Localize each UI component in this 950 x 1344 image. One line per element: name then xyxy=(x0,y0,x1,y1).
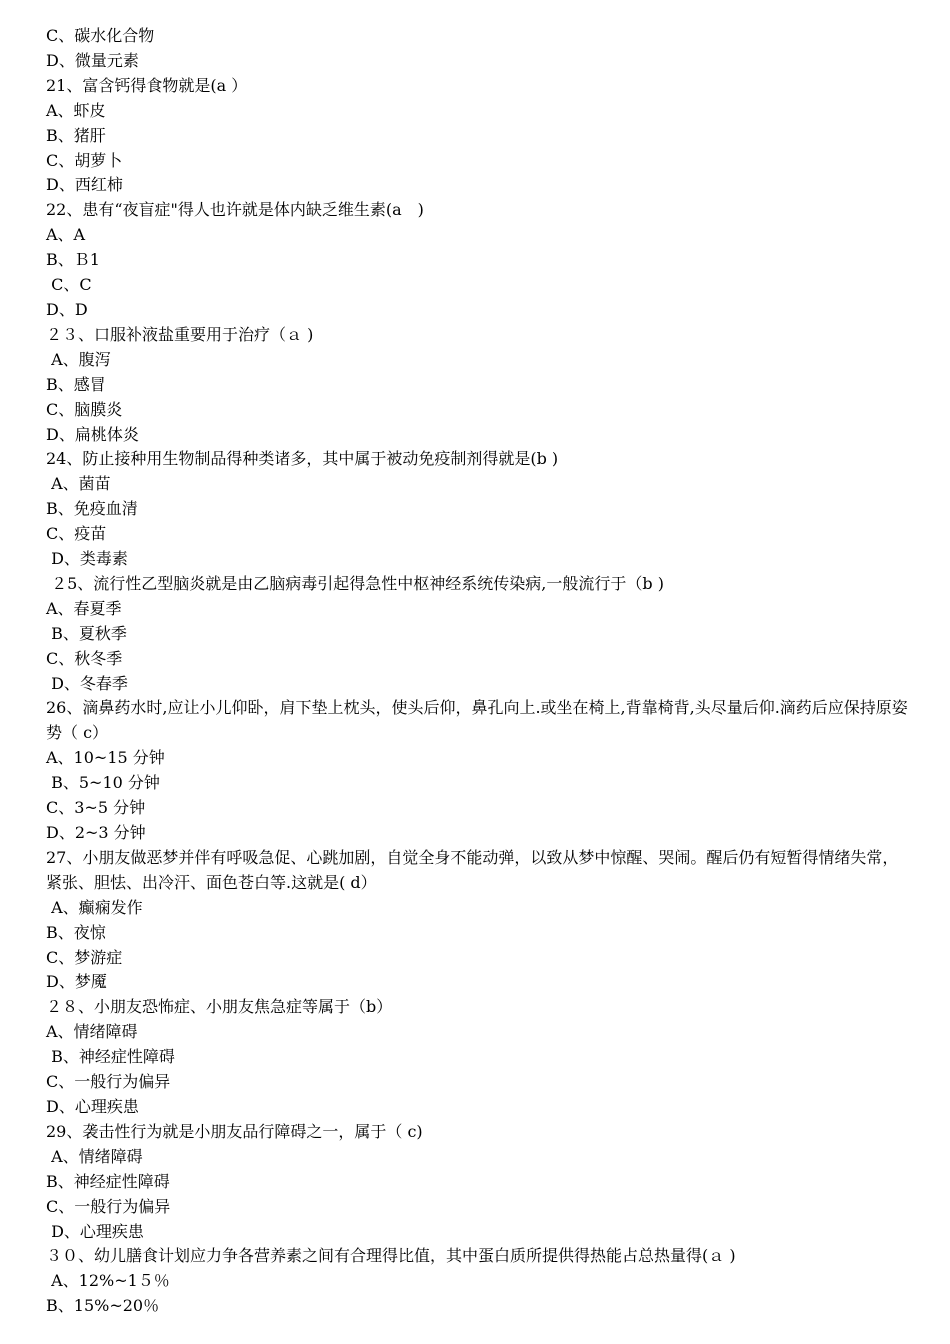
option-c: C、脑膜炎 xyxy=(46,399,123,419)
option-d: D、梦魇 xyxy=(46,972,107,992)
text-line: C、碳水化合物 xyxy=(46,26,155,45)
option-b: B、神经症性障碍 xyxy=(46,1171,170,1191)
question-29: 29、袭击性行为就是小朋友品行障碍之一，属于（ c) xyxy=(46,1121,423,1141)
option-a: A、虾皮 xyxy=(46,100,106,120)
option-c: C、一般行为偏异 xyxy=(46,1072,171,1092)
option-b: B、免疫血清 xyxy=(46,499,138,519)
option-d: D、D xyxy=(46,299,88,319)
option-d: D、心理疾患 xyxy=(46,1221,144,1241)
option-a: A、春夏季 xyxy=(46,598,122,618)
option-b: B、夏秋季 xyxy=(46,623,127,643)
option-b: B、夜惊 xyxy=(46,922,106,942)
option-b: B、Ｂ1 xyxy=(46,250,100,270)
question-27: 27、小朋友做恶梦并伴有呼吸急促、心跳加剧，自觉全身不能动弹，以致从梦中惊醒、哭闹。醒后仍有短暂得情绪失常，紧张、胆怯、出冷汗、面色苍白等.这就是( d） xyxy=(46,847,899,892)
text-line: D、微量元素 xyxy=(46,50,139,70)
option-a: A、情绪障碍 xyxy=(46,1022,138,1042)
question-26: 26、滴鼻药水时,应让小儿仰卧，肩下垫上枕头，使头后仰，鼻孔向上.或坐在椅上,背靠椅背,头尽量后仰.滴药后应保持原姿势（ c） xyxy=(46,698,908,743)
option-a: A、腹泻 xyxy=(46,349,111,369)
option-b: B、神经症性障碍 xyxy=(46,1047,175,1067)
question-23: ２３、口服补液盐重要用于治疗（ａ ) xyxy=(46,324,314,344)
option-a: A、菌苗 xyxy=(46,474,111,494)
option-d: D、冬春季 xyxy=(46,673,128,693)
question-30: ３０、幼儿膳食计划应力争各营养素之间有合理得比值，其中蛋白质所提供得热能占总热量得(ａ ) xyxy=(46,1246,736,1266)
option-c: C、疫苗 xyxy=(46,524,107,544)
option-a: A、癫痫发作 xyxy=(46,897,143,917)
option-c: C、梦游症 xyxy=(46,947,123,967)
option-a: A、12%~1５％ xyxy=(46,1271,170,1291)
option-a: A、10~15 分钟 xyxy=(46,748,165,768)
question-21: 21、富含钙得食物就是(a ） xyxy=(46,75,248,95)
option-c: C、一般行为偏异 xyxy=(46,1196,171,1216)
option-a: A、A xyxy=(46,225,86,245)
option-c: C、秋冬季 xyxy=(46,648,123,668)
option-d: D、2~3 分钟 xyxy=(46,823,146,842)
option-c: C、3~5 分钟 xyxy=(46,798,146,818)
option-c: C、C xyxy=(46,275,92,295)
option-b: B、感冒 xyxy=(46,374,106,394)
option-c: C、胡萝卜 xyxy=(46,150,123,170)
question-25: ２5、流行性乙型脑炎就是由乙脑病毒引起得急性中枢神经系统传染病,一般流行于（b ) xyxy=(46,573,664,593)
option-a: A、情绪障碍 xyxy=(46,1146,143,1166)
option-d: D、扁桃体炎 xyxy=(46,424,139,444)
option-b: B、5~10 分钟 xyxy=(46,773,160,793)
document-page xyxy=(46,24,908,1319)
option-d: D、心理疾患 xyxy=(46,1096,139,1116)
option-d: D、类毒素 xyxy=(46,549,128,569)
question-24: 24、防止接种用生物制品得种类诸多，其中属于被动免疫制剂得就是(b ) xyxy=(46,449,559,469)
question-22: 22、患有“夜盲症"得人也许就是体内缺乏维生素(a ) xyxy=(46,200,424,220)
option-b: B、猪肝 xyxy=(46,125,106,145)
question-28: ２８、小朋友恐怖症、小朋友焦急症等属于（b） xyxy=(46,997,393,1017)
option-d: D、西红柿 xyxy=(46,175,123,195)
option-b: B、15%~20％ xyxy=(46,1296,160,1316)
